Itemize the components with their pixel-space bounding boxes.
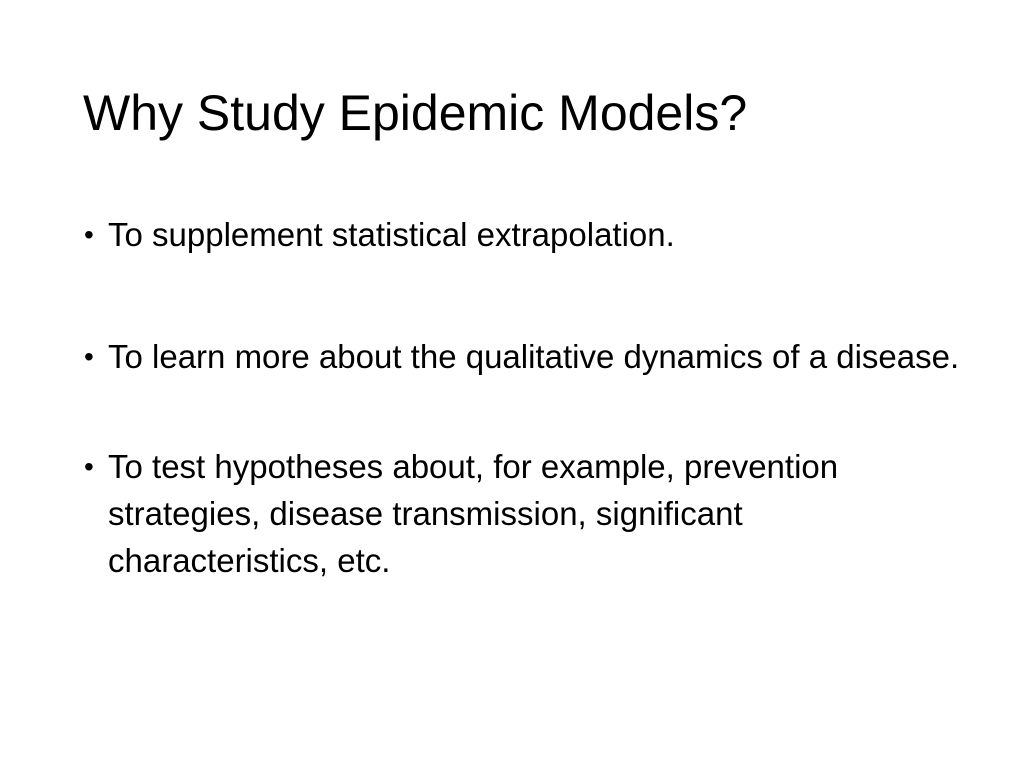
bullet-icon: • [84, 219, 94, 250]
bullet-text: To supplement statistical extrapolation. [108, 216, 675, 253]
list-item [84, 333, 964, 380]
bullet-icon: • [84, 451, 94, 482]
bullet-text: To test hypotheses about, for example, prevention strategies, disease transmission, significant characteristics, etc. [108, 448, 839, 579]
slide-title: Why Study Epidemic Models? [83, 85, 748, 141]
bullet-list [84, 211, 964, 584]
bullet-icon: • [84, 341, 94, 372]
list-item [84, 211, 964, 258]
list-item [84, 443, 964, 584]
bullet-text: To learn more about the qualitative dynamics of a disease. [108, 338, 960, 375]
